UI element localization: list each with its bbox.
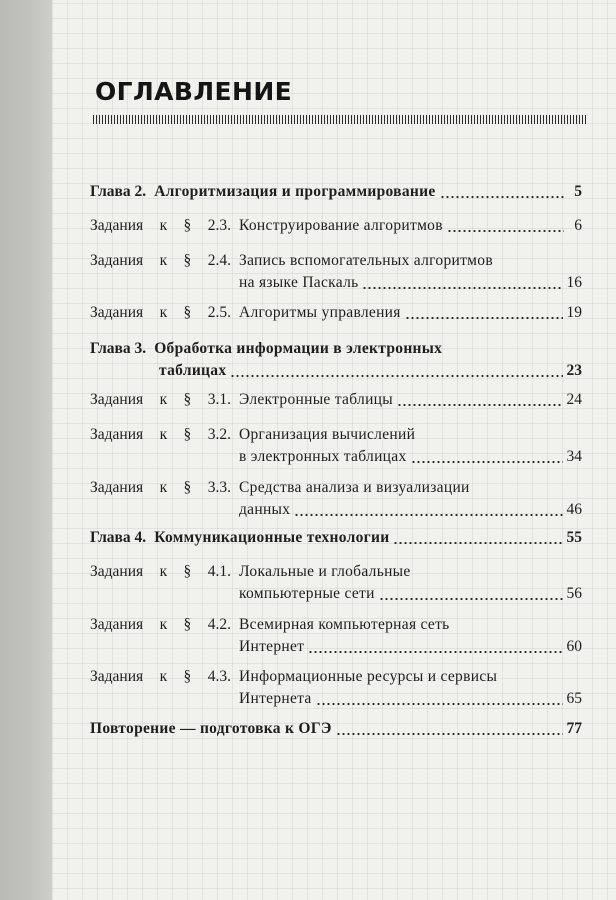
page-edge-shadow [0,0,52,900]
dot-leader [397,404,563,406]
toc-entry-title: Обработка информации в электронных [154,340,443,357]
toc-entry-title: Повторение — подготовка к ОГЭ [90,720,332,737]
page-title: ОГЛАВЛЕНИЕ [95,77,293,106]
toc-entry-line [90,477,582,499]
dot-leader [308,651,562,653]
toc-entry-title: Алгоритмизация и программирование [154,183,436,200]
toc-entry-title: Организация вычислений [239,426,416,443]
toc-page-number: 55 [566,529,582,546]
dot-leader [405,317,563,319]
toc-entry[interactable] [90,718,582,740]
toc-entry[interactable] [90,250,582,294]
dot-leader [393,542,562,544]
toc-entry[interactable] [90,424,582,468]
toc-entry[interactable] [90,666,582,710]
toc-entry-title: Интернет [239,638,305,655]
toc-page-number: 56 [566,585,582,602]
toc-page-number: 6 [574,217,582,234]
toc-entry[interactable] [90,389,582,411]
toc-entry-title: таблицах [159,362,227,379]
toc-page-number: 65 [566,690,582,707]
toc-page-number: 60 [566,638,582,655]
toc-entry[interactable] [90,338,582,382]
dot-leader [447,230,564,232]
toc-page-number: 24 [566,391,582,408]
toc-entry-title: Средства анализа и визуализации [239,479,470,496]
dot-leader [230,375,562,377]
dot-leader [336,733,563,735]
toc-entry-line [90,614,582,636]
toc-entry-title: Алгоритмы управления [239,304,401,321]
toc-page-number: 34 [566,448,582,465]
toc-entry-line [90,215,582,237]
toc-entry-prefix: Задания к § 3.3. [90,479,231,496]
toc-entry-title: Интернета [239,690,312,707]
toc-entry-line [90,666,582,688]
toc-entry-title: Всемирная компьютерная сеть [239,616,450,633]
toc-entry-line [90,181,582,203]
toc-page-number: 5 [574,183,582,200]
toc-entry-title: данных [239,501,291,518]
toc-entry-title: Запись вспомогательных алгоритмов [239,252,493,269]
toc-entry-line [90,527,582,549]
toc-page-number: 16 [566,274,582,291]
toc-entry-line [90,561,582,583]
toc-entry-title: Локальные и глобальные [239,563,411,580]
toc-entry-line [90,338,582,360]
toc-entry-title: Электронные таблицы [239,391,393,408]
dot-leader [440,196,564,198]
toc-entry-prefix: Задания к § 4.2. [90,616,231,633]
dot-leader [316,703,563,705]
toc-entry-title: на языке Паскаль [239,274,359,291]
toc-entry-prefix: Глава 2. [90,183,147,200]
toc-entry-line [90,636,582,658]
toc-entry-line [90,272,582,294]
dot-leader [411,461,563,463]
toc-entry-prefix: Задания к § 2.5. [90,304,231,321]
toc-entry-line [90,499,582,521]
toc-entry-title: Конструирование алгоритмов [239,217,443,234]
toc-entry-prefix: Задания к § 3.2. [90,426,231,443]
toc-entry-title: в электронных таблицах [239,448,407,465]
toc-entry-line [90,583,582,605]
toc-entry-prefix: Задания к § 4.3. [90,668,231,685]
toc-entry-prefix: Задания к § 2.3. [90,217,231,234]
dot-leader [294,514,562,516]
toc-entry[interactable] [90,302,582,324]
toc-entry-line [90,718,582,740]
toc-page-number: 19 [566,304,582,321]
toc-entry-prefix: Глава 4. [90,529,147,546]
title-underline-rule [93,115,588,124]
toc-entry-line [90,688,582,710]
toc-entry[interactable] [90,181,582,203]
toc-entry-line [90,250,582,272]
toc-entry-title: компьютерные сети [239,585,375,602]
toc-page-number: 77 [566,720,582,737]
toc-entry[interactable] [90,215,582,237]
dot-leader [379,598,563,600]
toc-entry-line [90,360,582,382]
toc-page-number: 46 [566,501,582,518]
toc-entry-title: Коммуникационные технологии [154,529,390,546]
toc-page-number: 23 [566,362,582,379]
toc-entry[interactable] [90,477,582,521]
toc-entry-title: Информационные ресурсы и сервисы [239,668,498,685]
toc-entry[interactable] [90,527,582,549]
dot-leader [362,287,562,289]
toc-entry-prefix: Задания к § 3.1. [90,391,231,408]
toc-entry[interactable] [90,614,582,658]
toc-entry-prefix: Задания к § 2.4. [90,252,231,269]
toc-entry-line [90,446,582,468]
toc-entry-line [90,389,582,411]
toc-entry-prefix: Задания к § 4.1. [90,563,231,580]
toc-entry[interactable] [90,561,582,605]
toc-entry-line [90,302,582,324]
toc-entry-line [90,424,582,446]
toc-entry-prefix: Глава 3. [90,340,147,357]
